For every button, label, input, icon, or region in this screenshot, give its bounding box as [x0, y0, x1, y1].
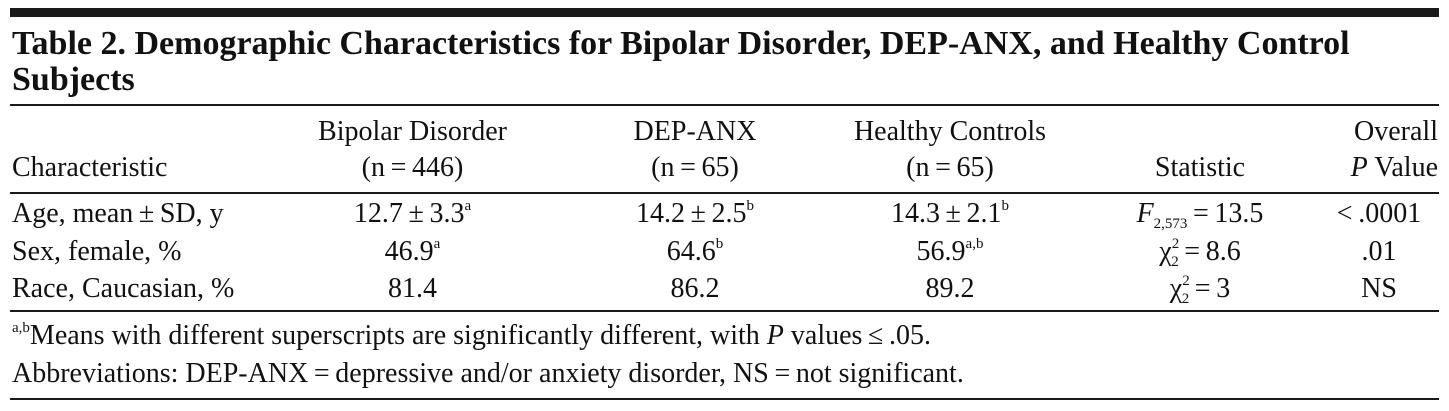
row-healthy-value: 89.2 — [925, 273, 975, 304]
row-healthy-value: 14.3 ± 2.1$^b$ — [890, 198, 1010, 229]
row-pvalue: < .0001 — [1336, 198, 1422, 229]
footnote-abbreviations: Abbreviations: DEP-ANX = depressive and/or anxiety disorder, NS = not significant. — [12, 358, 964, 389]
table-bottom-rule — [10, 398, 1439, 400]
row-pvalue: .01 — [1361, 236, 1397, 267]
row-statistic: $\chi^2_2 = 8.6$ — [1159, 236, 1241, 270]
row-depanx-value: 86.2 — [670, 273, 720, 304]
header-rule — [10, 192, 1439, 194]
row-statistic: $F_{2,573} = 13.5$ — [1136, 198, 1264, 232]
row-characteristic: Race, Caucasian, % — [12, 273, 235, 304]
row-depanx-value: 64.6$^b$ — [666, 236, 724, 267]
header-bipolar-name: Bipolar Disorder — [318, 116, 507, 147]
row-depanx-value: 14.2 ± 2.5$^b$ — [635, 198, 755, 229]
footnote-significance: $^{a,b}$Means with different superscripts are significantly different, with P values ≤ .05. — [12, 320, 932, 351]
row-characteristic: Sex, female, % — [12, 236, 182, 267]
header-healthy-name: Healthy Controls — [853, 116, 1047, 147]
row-pvalue: NS — [1361, 273, 1397, 304]
header-pvalue-overall: Overall — [1354, 116, 1438, 147]
header-p-italic: P — [1350, 152, 1368, 183]
table-top-rule — [10, 8, 1439, 17]
header-pvalue — [1320, 152, 1438, 184]
header-depanx-name: DEP-ANX — [633, 116, 757, 147]
table-title: Table 2. Demographic Characteristics for Bipolar Disorder, DEP-ANX, and Healthy Control Subjects — [12, 25, 1350, 98]
title-rule — [10, 104, 1439, 106]
header-statistic: Statistic — [1154, 152, 1246, 183]
header-value-label: Value — [1367, 152, 1438, 183]
header-characteristic: Characteristic — [12, 152, 168, 183]
row-characteristic: Age, mean ± SD, y — [12, 198, 224, 229]
header-healthy-n: (n = 65) — [906, 152, 994, 183]
header-bipolar-n: (n = 446) — [361, 152, 464, 183]
row-bipolar-value: 12.7 ± 3.3$^a$ — [353, 198, 472, 229]
header-depanx-n: (n = 65) — [651, 152, 739, 183]
row-bipolar-value: 81.4 — [388, 273, 437, 304]
row-statistic: $\chi^2_2 = 3$ — [1169, 273, 1231, 307]
body-rule — [10, 310, 1439, 312]
row-bipolar-value: 46.9$^a$ — [384, 236, 441, 267]
row-healthy-value: 56.9$^{a,b}$ — [916, 236, 984, 267]
